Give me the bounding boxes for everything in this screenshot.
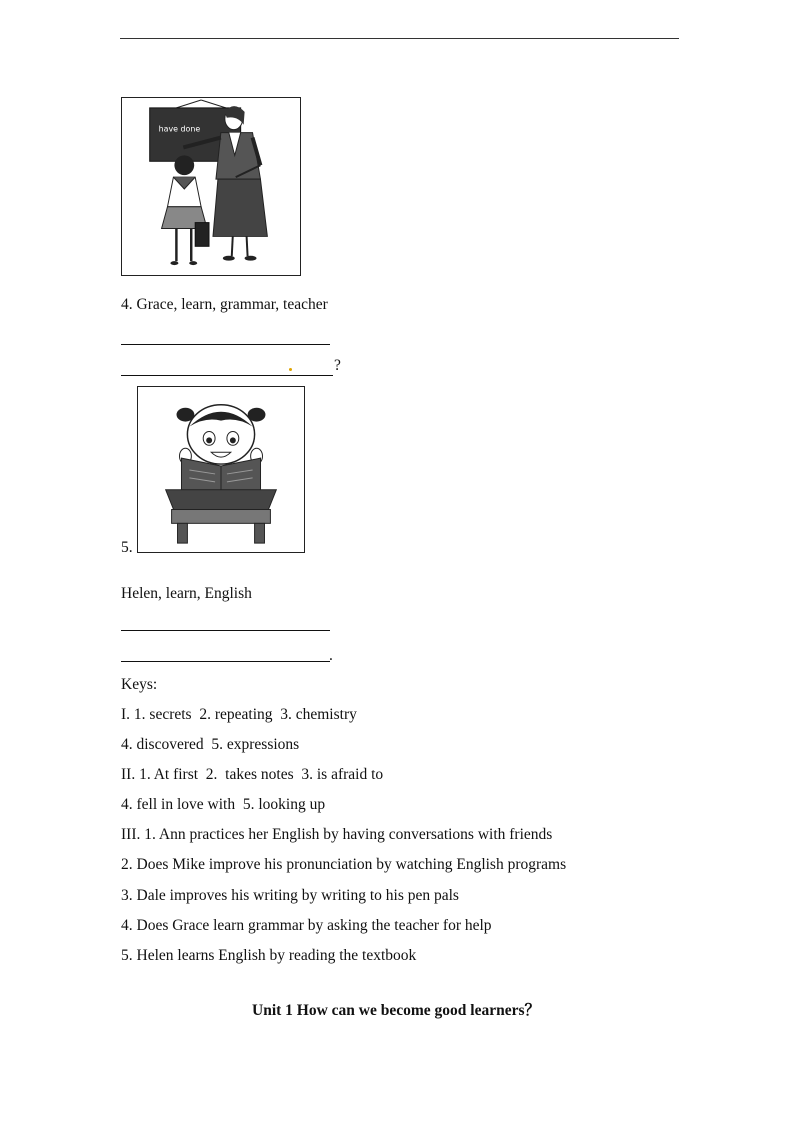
header-rule	[120, 38, 679, 39]
question-4-answer-line-2[interactable]	[121, 375, 333, 376]
key-line: 3. Dale improves his writing by writing to his pen pals	[121, 887, 459, 904]
keys-heading: Keys:	[121, 676, 158, 693]
board-text: have done	[158, 124, 201, 134]
question-5-answer-line-1[interactable]	[121, 630, 330, 631]
key-line: 4. fell in love with 5. looking up	[121, 796, 326, 813]
question-4-prompt: 4. Grace, learn, grammar, teacher	[121, 296, 328, 313]
key-line: III. 1. Ann practices her English by having conversations with friends	[121, 826, 553, 843]
question-5-prompt: Helen, learn, English	[121, 585, 252, 602]
question-4-answer-line-1[interactable]	[121, 344, 330, 345]
question-5-answer-line-2[interactable]	[121, 661, 330, 662]
question-4-end-mark: ?	[334, 357, 341, 374]
question-5-end-mark: .	[329, 647, 333, 664]
unit-title: Unit 1 How can we become good learners？	[252, 1002, 540, 1019]
key-line: I. 1. secrets 2. repeating 3. chemistry	[121, 706, 357, 723]
key-line: II. 1. At first 2. takes notes 3. is afraid to	[121, 766, 384, 783]
teacher-blackboard-drawing	[122, 98, 300, 275]
key-line: 5. Helen learns English by reading the textbook	[121, 947, 417, 964]
stray-dot	[289, 368, 292, 371]
key-line: 4. discovered 5. expressions	[121, 736, 300, 753]
key-line: 4. Does Grace learn grammar by asking the teacher for help	[121, 917, 492, 934]
girl-reading-drawing	[138, 387, 304, 552]
teacher-blackboard-illustration	[121, 97, 301, 276]
question-5-number: 5.	[121, 539, 133, 556]
key-line: 2. Does Mike improve his pronunciation by watching English programs	[121, 856, 567, 873]
girl-reading-illustration	[137, 386, 305, 553]
